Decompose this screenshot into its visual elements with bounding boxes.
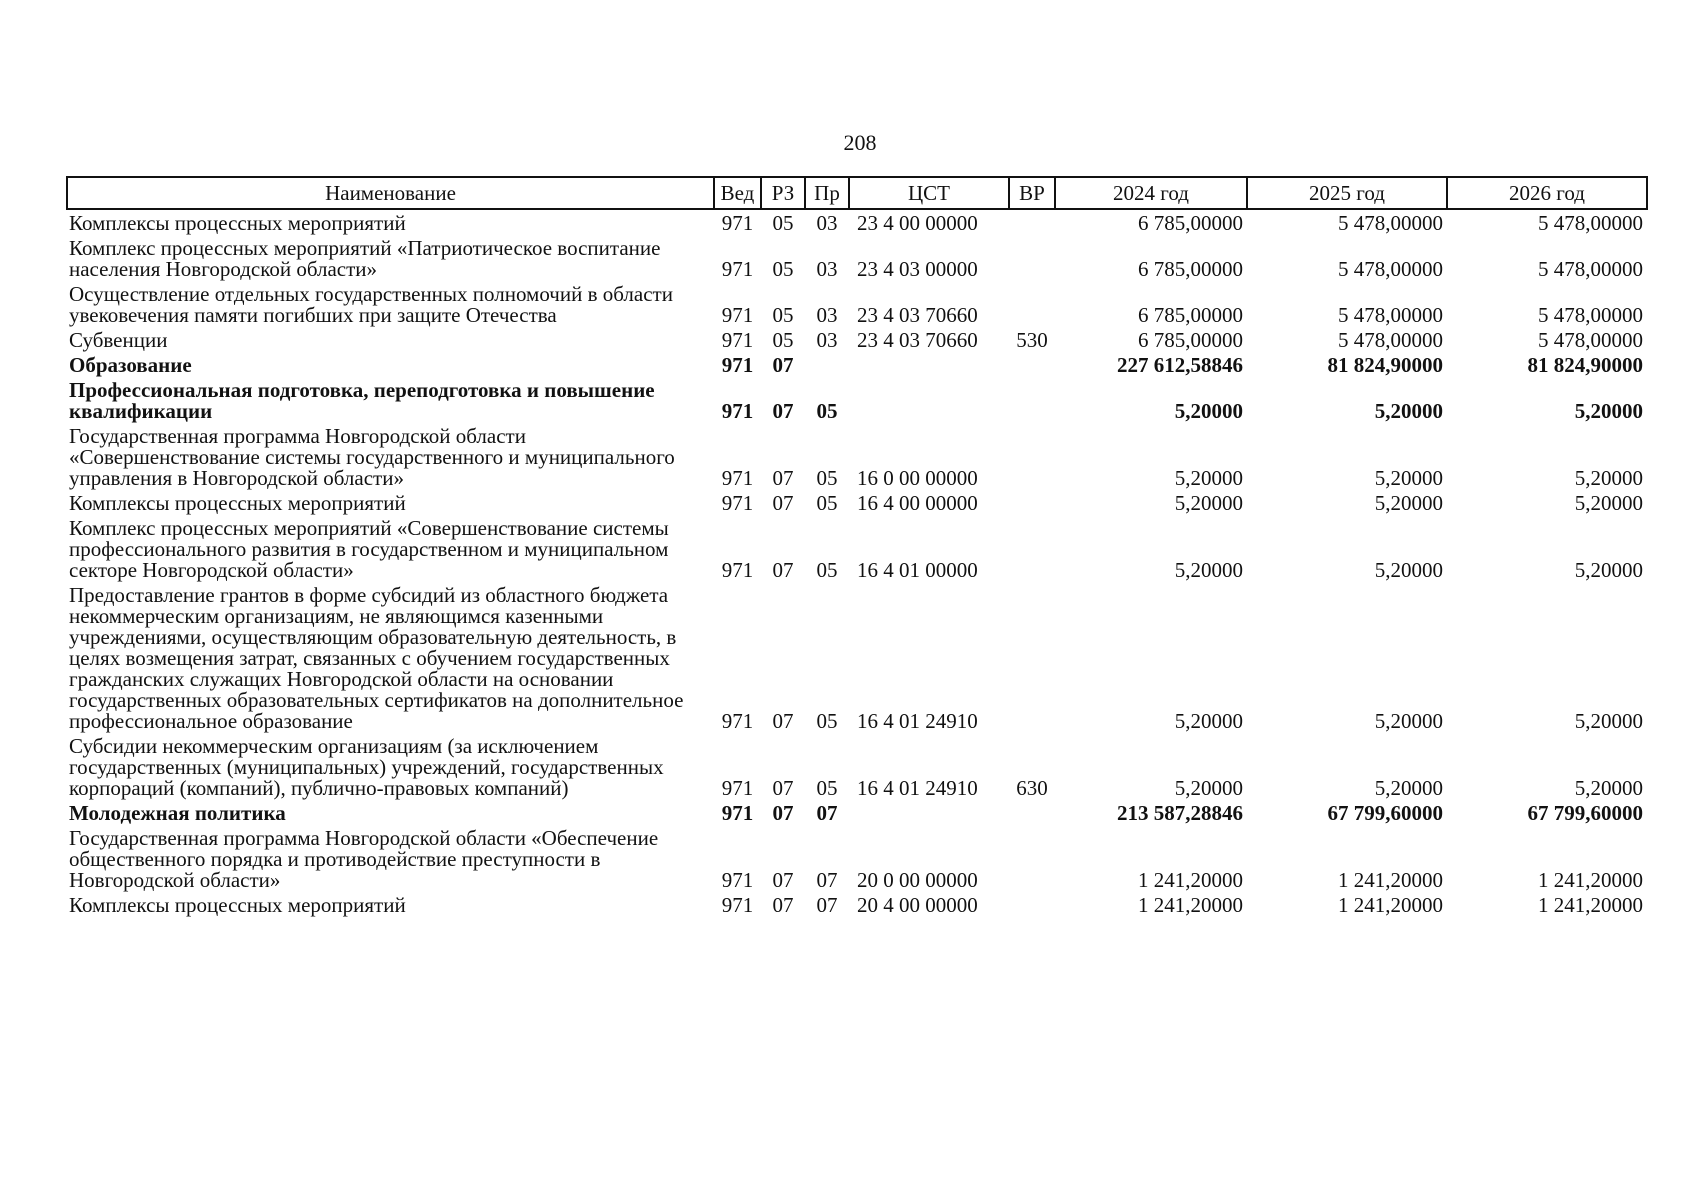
row-2026: 5,20000 [1574,399,1643,423]
row-vr [1009,377,1055,423]
row-vr [1009,235,1055,281]
row-2026: 67 799,60000 [1527,801,1643,825]
row-2025: 81 824,90000 [1327,353,1443,377]
row-2025: 67 799,60000 [1327,801,1443,825]
row-name: Молодежная политика [69,801,286,825]
table-row [67,281,1647,327]
header-2025: 2025 год [1247,177,1447,209]
row-vr [1009,490,1055,515]
row-ved: 971 [721,776,754,800]
row-2024: 5,20000 [1174,776,1243,800]
row-2025: 1 241,20000 [1338,893,1443,917]
row-rz: 07 [772,776,794,800]
row-2024: 6 785,00000 [1138,211,1243,235]
table-row [67,327,1647,352]
row-rz: 07 [772,868,794,892]
row-2026: 81 824,90000 [1527,353,1643,377]
row-ved: 971 [721,868,754,892]
row-2026: 1 241,20000 [1538,893,1643,917]
row-cst [849,377,1009,423]
row-rz: 05 [772,211,794,235]
row-name: Субсидии некоммерческим организациям (за исключением государственных (муниципальных) учреждений, государственных корпораций (компаний), публично-правовых компаний) [69,734,664,800]
row-2026: 5,20000 [1574,491,1643,515]
header-vr: ВР [1009,177,1055,209]
row-2026: 5,20000 [1574,466,1643,490]
row-ved: 971 [721,303,754,327]
row-2025: 5 478,00000 [1338,257,1443,281]
row-ved: 971 [721,257,754,281]
row-name: Профессиональная подготовка, переподготовка и повышение квалификации [69,378,655,423]
row-name: Комплексы процессных мероприятий [69,893,406,917]
row-pr: 07 [816,893,838,917]
row-2025: 5 478,00000 [1338,328,1443,352]
row-cst: 16 0 00 00000 [857,466,978,490]
row-cst: 16 4 01 00000 [857,558,978,582]
row-2025: 5 478,00000 [1338,211,1443,235]
row-name: Государственная программа Новгородской области «Совершенствование системы государственного и муниципального управления в Новгородской области» [69,424,675,490]
row-vr [1009,281,1055,327]
row-rz: 07 [772,491,794,515]
table-row [67,825,1647,892]
row-2024: 5,20000 [1174,491,1243,515]
page-number: 208 [843,130,877,155]
table-row [67,490,1647,515]
row-pr: 05 [816,558,838,582]
row-2026: 5 478,00000 [1538,328,1643,352]
table-row [67,423,1647,490]
row-cst [849,352,1009,377]
row-cst: 23 4 03 00000 [857,257,978,281]
row-ved: 971 [721,328,754,352]
row-pr: 03 [816,303,838,327]
table-row [67,515,1647,582]
budget-table [66,176,1648,917]
row-pr: 03 [816,211,838,235]
row-name: Образование [69,353,192,377]
row-rz: 05 [772,257,794,281]
row-name: Предоставление грантов в форме субсидий из областного бюджета некоммерческим организациям, не являющимся казенными учреждениями, осуществляющим образовательную деятельность, в целях возмещения затрат, связанных с обучением государственных гражданских служащих Новгородской области на основании государственных образовательных сертификатов на дополнительное профессиональное образование [69,583,684,733]
row-vr: 530 [1016,328,1048,352]
row-vr [1009,800,1055,825]
row-2024: 1 241,20000 [1138,868,1243,892]
table-row-section [67,352,1647,377]
row-pr: 05 [816,776,838,800]
row-pr: 07 [816,801,838,825]
row-cst: 20 4 00 00000 [857,893,978,917]
table-row [67,235,1647,281]
row-2026: 1 241,20000 [1538,868,1643,892]
row-rz: 07 [772,399,794,423]
row-2025: 5,20000 [1374,709,1443,733]
row-vr [1009,209,1055,235]
row-2025: 5,20000 [1374,491,1443,515]
row-vr [1009,423,1055,490]
table-row [67,733,1647,800]
row-pr: 05 [816,399,838,423]
row-pr: 05 [816,709,838,733]
row-2024: 5,20000 [1174,466,1243,490]
row-rz: 05 [772,303,794,327]
row-2024: 227 612,58846 [1117,353,1243,377]
row-ved: 971 [721,399,754,423]
row-ved: 971 [721,893,754,917]
row-ved: 971 [721,491,754,515]
row-name: Комплексы процессных мероприятий [69,211,406,235]
row-rz: 07 [772,801,794,825]
header-2026: 2026 год [1447,177,1647,209]
table-row [67,582,1647,733]
row-cst: 16 4 00 00000 [857,491,978,515]
row-2026: 5 478,00000 [1538,303,1643,327]
row-rz: 07 [772,558,794,582]
row-pr: 07 [816,868,838,892]
row-cst: 16 4 01 24910 [857,709,978,733]
row-rz: 07 [772,709,794,733]
row-pr: 05 [816,491,838,515]
row-2026: 5,20000 [1574,709,1643,733]
row-pr: 03 [816,328,838,352]
row-rz: 07 [772,466,794,490]
header-name: Наименование [67,177,714,209]
row-2025: 5,20000 [1374,776,1443,800]
row-vr [1009,892,1055,917]
row-2026: 5,20000 [1574,558,1643,582]
header-pr: Пр [805,177,849,209]
table-row [67,209,1647,235]
row-2025: 5,20000 [1374,558,1443,582]
row-cst: 23 4 00 00000 [857,211,978,235]
header-rz: РЗ [761,177,805,209]
row-2024: 5,20000 [1174,399,1243,423]
header-ved: Вед [714,177,761,209]
row-ved: 971 [721,353,754,377]
row-ved: 971 [721,801,754,825]
row-2026: 5 478,00000 [1538,211,1643,235]
row-2025: 5,20000 [1374,399,1443,423]
row-2024: 6 785,00000 [1138,303,1243,327]
row-cst: 23 4 03 70660 [857,328,978,352]
row-2024: 6 785,00000 [1138,257,1243,281]
row-2024: 6 785,00000 [1138,328,1243,352]
row-2024: 5,20000 [1174,558,1243,582]
row-cst [849,800,1009,825]
row-cst: 23 4 03 70660 [857,303,978,327]
row-rz: 07 [772,353,794,377]
row-2024: 213 587,28846 [1117,801,1243,825]
header-cst: ЦСТ [849,177,1009,209]
row-name: Комплексы процессных мероприятий [69,491,406,515]
table-row-section [67,377,1647,423]
row-name: Комплекс процессных мероприятий «Патриотическое воспитание населения Новгородской области» [69,236,661,281]
row-pr: 05 [816,466,838,490]
row-name: Государственная программа Новгородской области «Обеспечение общественного порядка и противодействие преступности в Новгородской области» [69,826,659,892]
row-2026: 5 478,00000 [1538,257,1643,281]
row-vr [1009,825,1055,892]
row-name: Субвенции [69,328,168,352]
row-ved: 971 [721,709,754,733]
row-cst: 20 0 00 00000 [857,868,978,892]
row-ved: 971 [721,558,754,582]
table-row-section [67,800,1647,825]
row-vr [1009,515,1055,582]
row-2024: 5,20000 [1174,709,1243,733]
row-name: Комплекс процессных мероприятий «Совершенствование системы профессионального развития в государственном и муниципальном секторе Новгородской области» [69,516,669,582]
row-pr: 03 [816,257,838,281]
row-rz: 05 [772,328,794,352]
row-pr [805,352,849,377]
row-cst: 16 4 01 24910 [857,776,978,800]
row-ved: 971 [721,466,754,490]
row-2024: 1 241,20000 [1138,893,1243,917]
row-ved: 971 [721,211,754,235]
row-2025: 5 478,00000 [1338,303,1443,327]
header-2024: 2024 год [1055,177,1247,209]
table-row [67,892,1647,917]
row-2025: 1 241,20000 [1338,868,1443,892]
row-vr [1009,582,1055,733]
row-rz: 07 [772,893,794,917]
row-vr: 630 [1016,776,1048,800]
row-name: Осуществление отдельных государственных полномочий в области увековечения памяти погибших при защите Отечества [69,282,673,327]
row-vr [1009,352,1055,377]
row-2025: 5,20000 [1374,466,1443,490]
row-2026: 5,20000 [1574,776,1643,800]
table-header-row [67,177,1647,209]
